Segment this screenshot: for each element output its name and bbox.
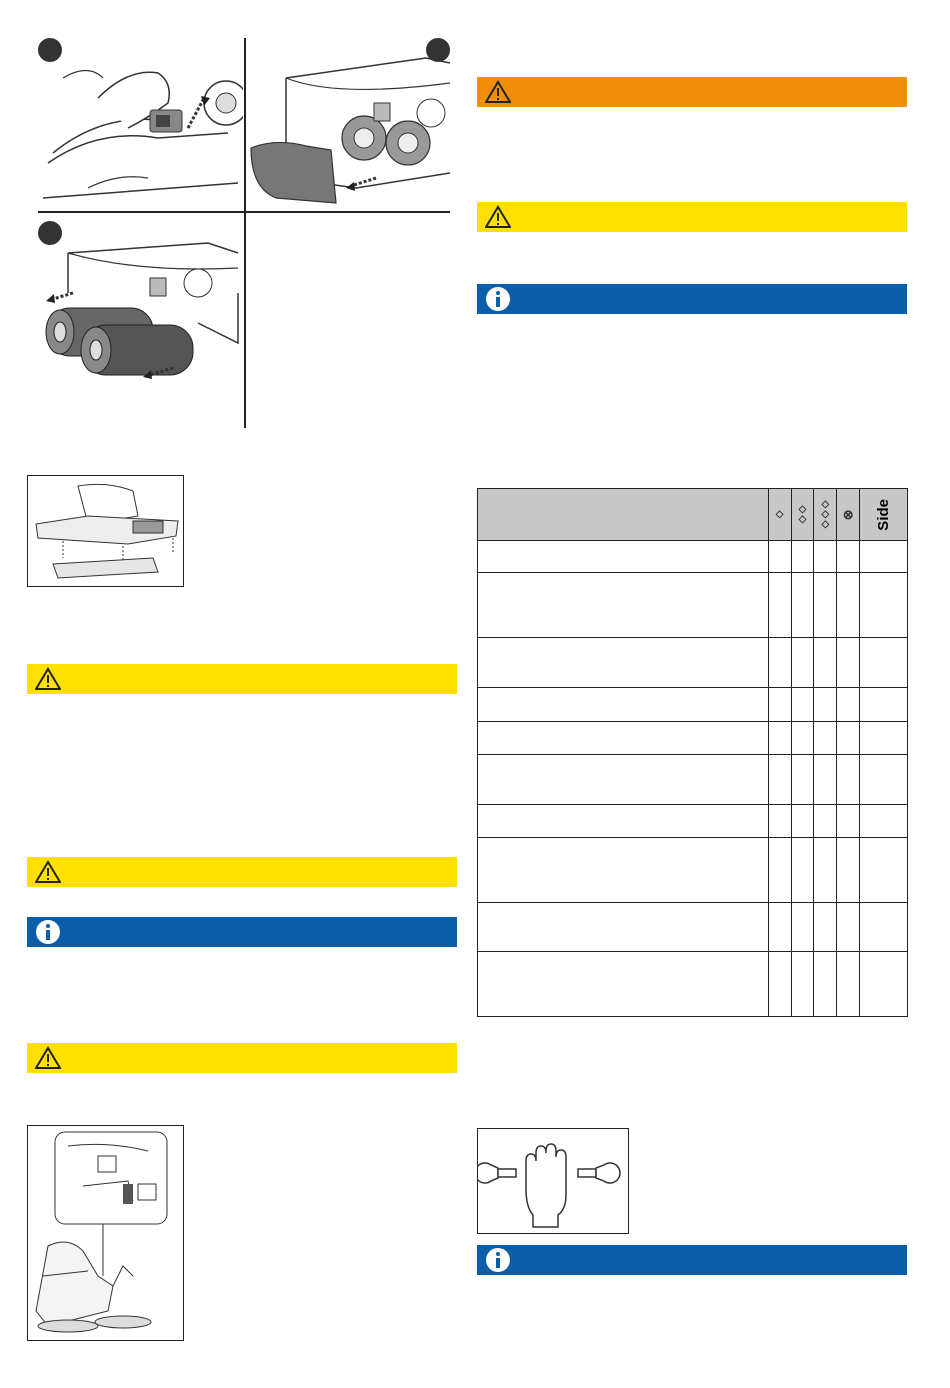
task-description-cell (478, 722, 769, 755)
interval-monthly-cell (814, 541, 837, 573)
interval-other-cell (837, 541, 860, 573)
glove-icon (526, 1144, 566, 1227)
interval-monthly-cell (814, 838, 837, 903)
interval-weekly-cell (791, 722, 814, 755)
task-description-cell (478, 903, 769, 952)
interval-monthly-cell (814, 755, 837, 805)
side-cell (860, 722, 908, 755)
pad-holder-illustration (28, 476, 183, 586)
interval-other-cell (837, 638, 860, 688)
interval-monthly-cell (814, 722, 837, 755)
table-row (478, 638, 908, 688)
header-side: Side (860, 489, 908, 541)
table-row (478, 573, 908, 638)
interval-daily-cell (768, 755, 791, 805)
interval-other-cell (837, 952, 860, 1017)
protective-gear-illustration (478, 1129, 628, 1233)
table-row (478, 722, 908, 755)
interval-other-cell (837, 903, 860, 952)
table-row (478, 755, 908, 805)
task-description-cell (478, 638, 769, 688)
machine-detail-illustration (28, 1126, 183, 1340)
header-interval-weekly: ◇◇ (791, 489, 814, 541)
interval-other-cell (837, 573, 860, 638)
interval-daily-cell (768, 903, 791, 952)
figure-panel-step-2 (246, 38, 450, 210)
pad-holder-figure (27, 475, 184, 587)
figure-panel-step-3 (38, 213, 243, 428)
table-row (478, 838, 908, 903)
side-cell (860, 952, 908, 1017)
interval-weekly-cell (791, 541, 814, 573)
interval-daily-cell (768, 722, 791, 755)
caution-notice-bar (477, 202, 907, 232)
info-notice-bar (477, 1245, 907, 1275)
info-icon (485, 286, 511, 312)
header-interval-monthly: ◇◇◇ (814, 489, 837, 541)
table-row (478, 688, 908, 722)
header-interval-daily: ◇ (768, 489, 791, 541)
table-row (478, 805, 908, 838)
interval-daily-cell (768, 805, 791, 838)
task-description-cell (478, 573, 769, 638)
interval-weekly-cell (791, 903, 814, 952)
lever-release-illustration (38, 38, 243, 210)
interval-monthly-cell (814, 952, 837, 1017)
interval-monthly-cell (814, 638, 837, 688)
figure-panel-step-1 (38, 38, 243, 210)
warning-icon (35, 859, 61, 885)
task-description-cell (478, 541, 769, 573)
side-cell (860, 755, 908, 805)
warning-notice-bar (477, 77, 907, 107)
brush-roller (81, 325, 193, 375)
table-row (478, 952, 908, 1017)
interval-weekly-cell (791, 688, 814, 722)
interval-monthly-cell (814, 903, 837, 952)
warning-icon (485, 204, 511, 230)
interval-daily-cell (768, 541, 791, 573)
warning-icon (35, 666, 61, 692)
brush-extraction-illustration (38, 213, 243, 428)
info-icon (35, 919, 61, 945)
interval-daily-cell (768, 638, 791, 688)
interval-daily-cell (768, 952, 791, 1017)
table-header-row (478, 489, 908, 541)
interval-weekly-cell (791, 838, 814, 903)
task-description-cell (478, 838, 769, 903)
task-description-cell (478, 755, 769, 805)
side-cell (860, 638, 908, 688)
maintenance-schedule-table (477, 488, 908, 1017)
task-description-cell (478, 805, 769, 838)
interval-other-cell (837, 688, 860, 722)
interval-other-cell (837, 722, 860, 755)
interval-monthly-cell (814, 805, 837, 838)
table-row (478, 903, 908, 952)
step-number-badge (38, 221, 62, 245)
header-interval-other: ⊗ (837, 489, 860, 541)
warning-icon (485, 79, 511, 105)
interval-monthly-cell (814, 688, 837, 722)
interval-monthly-cell (814, 573, 837, 638)
warning-icon (35, 1045, 61, 1071)
info-icon (485, 1247, 511, 1273)
interval-weekly-cell (791, 805, 814, 838)
interval-weekly-cell (791, 952, 814, 1017)
step-number-badge (426, 38, 450, 62)
interval-weekly-cell (791, 638, 814, 688)
interval-weekly-cell (791, 573, 814, 638)
interval-weekly-cell (791, 755, 814, 805)
side-cell (860, 838, 908, 903)
caution-notice-bar (27, 857, 457, 887)
caution-notice-bar (27, 664, 457, 694)
brush-removal-figure (38, 38, 450, 428)
interval-daily-cell (768, 688, 791, 722)
header-description-cell (478, 489, 769, 541)
wrench-icon (578, 1163, 620, 1183)
interval-daily-cell (768, 573, 791, 638)
info-notice-bar (477, 284, 907, 314)
interval-other-cell (837, 838, 860, 903)
side-cover-removal-illustration (246, 38, 450, 210)
protective-gear-figure (477, 1128, 629, 1234)
interval-other-cell (837, 805, 860, 838)
interval-other-cell (837, 755, 860, 805)
task-description-cell (478, 688, 769, 722)
wrench-icon (478, 1163, 516, 1183)
side-cell (860, 541, 908, 573)
machine-detail-figure (27, 1125, 184, 1341)
side-cell (860, 688, 908, 722)
step-number-badge (38, 38, 62, 62)
interval-daily-cell (768, 838, 791, 903)
caution-notice-bar (27, 1043, 457, 1073)
table-row (478, 541, 908, 573)
info-notice-bar (27, 917, 457, 947)
side-cell (860, 573, 908, 638)
side-cell (860, 903, 908, 952)
task-description-cell (478, 952, 769, 1017)
side-cell (860, 805, 908, 838)
